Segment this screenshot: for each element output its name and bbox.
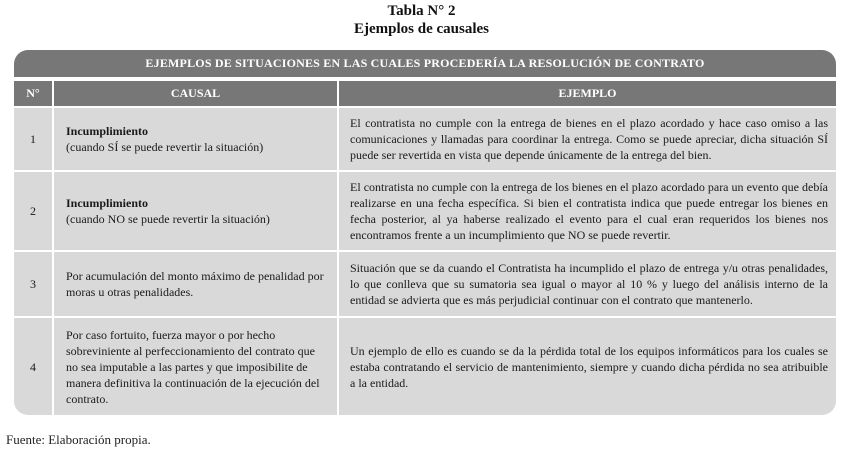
column-header-ejemplo: EJEMPLO <box>339 81 836 106</box>
row-4-causal <box>54 318 337 415</box>
row-1-causal-bold: Incumplimiento <box>66 124 149 138</box>
row-2-ejemplo <box>339 172 836 250</box>
column-header-causal: CAUSAL <box>54 81 337 106</box>
row-2-causal-text: (cuando NO se puede revertir la situación) <box>66 212 270 226</box>
row-3-ejemplo <box>339 252 836 316</box>
table-title: Tabla N° 2 <box>387 3 456 19</box>
row-4-num: 4 <box>14 318 52 415</box>
row-1-causal <box>54 108 337 170</box>
causales-table <box>14 50 836 415</box>
row-1-num: 1 <box>14 108 52 170</box>
row-3-causal-text: Por acumulación del monto máximo de penalidad por moras u otras penalidades. <box>66 269 324 299</box>
row-3-causal <box>54 252 337 316</box>
row-2-num: 2 <box>14 172 52 250</box>
table-header: EJEMPLOS DE SITUACIONES EN LAS CUALES PROCEDERÍA LA RESOLUCIÓN DE CONTRATO <box>14 50 836 77</box>
row-2-ejemplo-text: El contratista no cumple con la entrega de los bienes en el plazo acordado para un evento que debía realizarse en una fecha específica. Si bien el contratista indica que puede entregar los bienes en fecha posterior, al ya haberse realizado el evento para el cual eran requeridos los bienes nos encontramos frente a un incumplimiento que NO se puede revertir. <box>350 180 828 242</box>
row-2-causal-bold: Incumplimiento <box>66 196 149 210</box>
column-header-num: N° <box>14 81 52 106</box>
row-3-num: 3 <box>14 252 52 316</box>
row-3-ejemplo-text: Situación que se da cuando el Contratista ha incumplido el plazo de entrega y/u otras penalidades, lo que conlleva que su sumatoria sea igual o mayor al 10 % y luego del análisis interno de la entidad se advierta que es más perjudicial continuar con el contrato que mantenerlo. <box>350 261 828 307</box>
row-4-ejemplo-text: Un ejemplo de ello es cuando se da la pérdida total de los equipos informáticos para los cuales se estaba contratando el servicio de mantenimiento, siempre y cuando dicha pérdida no sea atribuible a la entidad. <box>350 343 828 390</box>
row-4-causal-text: Por caso fortuito, fuerza mayor o por hecho sobreviniente al perfeccionamiento del contrato que no sea imputable a las partes y que imposibilite de manera definitiva la continuación de la ejecución del contrato. <box>66 327 320 406</box>
row-1-ejemplo <box>339 108 836 170</box>
source-note: Fuente: Elaboración propia. <box>6 432 151 447</box>
row-2-causal <box>54 172 337 250</box>
row-1-ejemplo-text: El contratista no cumple con la entrega de bienes en el plazo acordado y hace caso omiso a las comunicaciones y llamadas para coordinar la entrega. Como se puede apreciar, dicha situación SÍ puede ser revertida en vista que depende únicamente de la entrega del bien. <box>350 116 828 162</box>
row-1-causal-text: (cuando SÍ se puede revertir la situación) <box>66 140 264 154</box>
row-4-ejemplo <box>339 318 836 415</box>
table-subtitle: Ejemplos de causales <box>354 21 489 37</box>
